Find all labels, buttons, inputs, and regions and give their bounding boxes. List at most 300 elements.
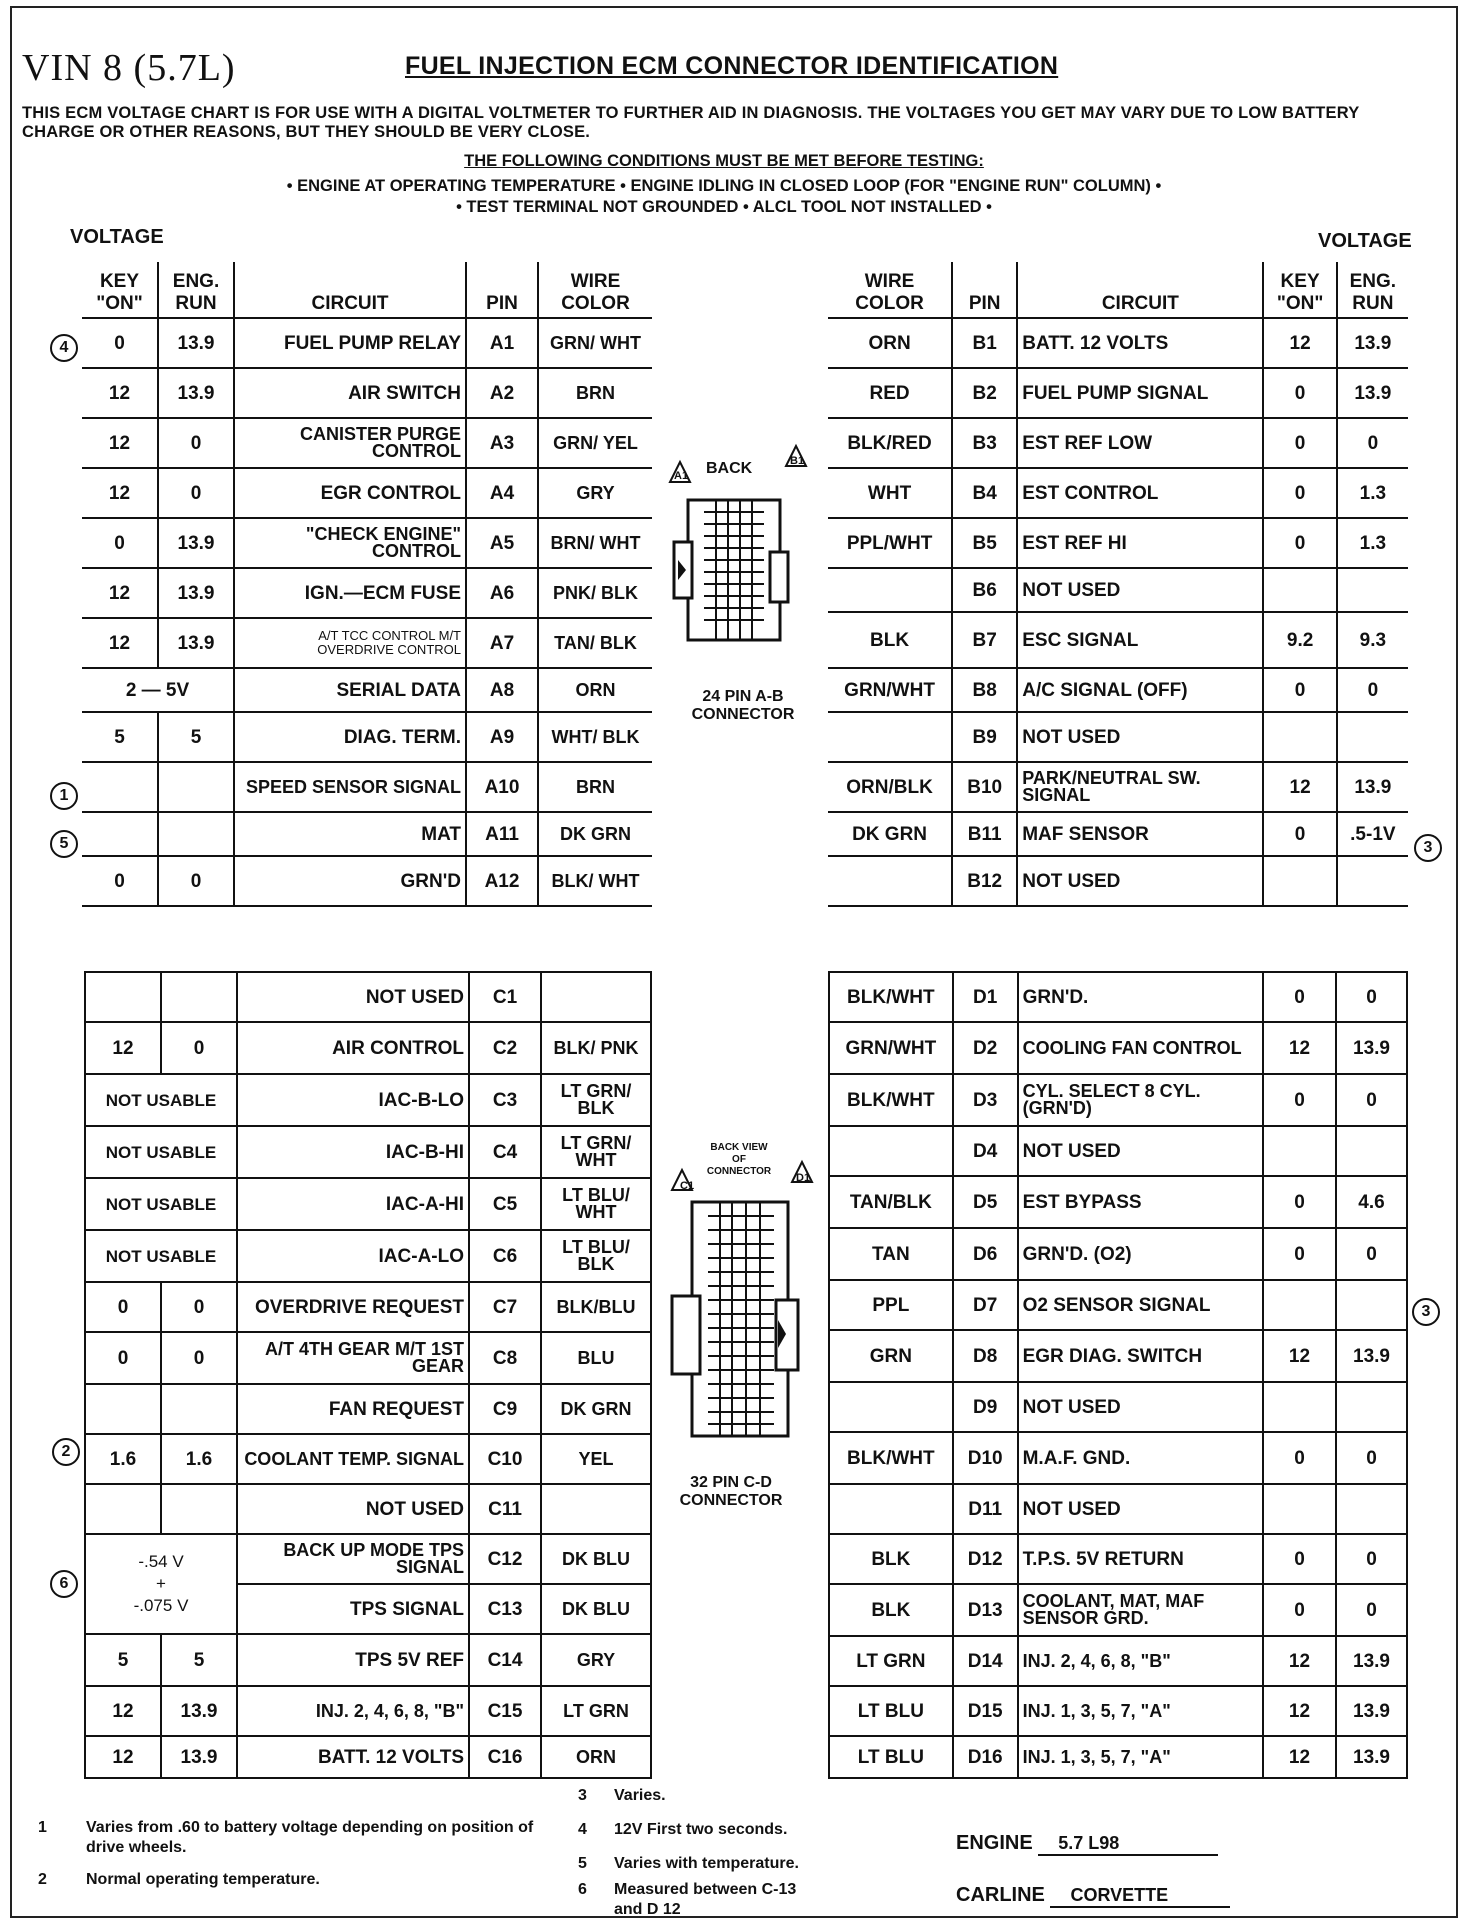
key-on-value: 0 (85, 1282, 161, 1332)
wire-color: BRN (538, 762, 652, 812)
wire-color: ORN (541, 1736, 651, 1778)
key-on-value: 12 (82, 568, 158, 618)
pin-id: C5 (469, 1178, 541, 1230)
wire-color: LT GRN/ BLK (541, 1074, 651, 1126)
key-on-value: 12 (82, 618, 158, 668)
wire-color: BLK/ WHT (538, 856, 652, 906)
table-row (85, 1736, 651, 1778)
wire-color: GRN/ YEL (538, 418, 652, 468)
col-key-on: KEY "ON" (82, 262, 158, 318)
table-row (829, 1686, 1407, 1736)
key-on-value (82, 812, 158, 856)
pin-id: A3 (466, 418, 538, 468)
footnote-1 (38, 1818, 558, 1862)
table-row (82, 518, 652, 568)
pin-id: D13 (953, 1584, 1018, 1636)
eng-run-value (158, 812, 234, 856)
key-on-value (1263, 1280, 1336, 1330)
key-on-value: 0 (82, 518, 158, 568)
circuit-name: A/T 4TH GEAR M/T 1ST GEAR (237, 1332, 469, 1384)
key-on-value: 12 (1263, 762, 1336, 812)
table-row (829, 1176, 1407, 1228)
callout-4: 4 (50, 334, 78, 362)
key-run-span: NOT USABLE (85, 1126, 237, 1178)
key-on-value (1263, 712, 1336, 762)
pin-id: C9 (469, 1384, 541, 1434)
wire-color: LT GRN (829, 1636, 953, 1686)
circuit-name: FAN REQUEST (237, 1384, 469, 1434)
wire-color: WHT (828, 468, 952, 518)
pin-id: D6 (953, 1228, 1018, 1280)
pin-id: D12 (953, 1534, 1018, 1584)
wire-color: PPL/WHT (828, 518, 952, 568)
wire-color: BLK/RED (828, 418, 952, 468)
carline-value: CORVETTE (1050, 1885, 1230, 1908)
wire-color (828, 856, 952, 906)
pin-id: B3 (952, 418, 1017, 468)
key-on-value (1263, 1484, 1336, 1534)
key-on-value: 9.2 (1263, 612, 1336, 668)
table-row (829, 1228, 1407, 1280)
key-on-value: 12 (1263, 1736, 1336, 1778)
pin-id: C3 (469, 1074, 541, 1126)
eng-run-value: 0 (161, 1282, 237, 1332)
wire-color (829, 1382, 953, 1432)
eng-run-value: 4.6 (1336, 1176, 1407, 1228)
wire-color: GRN (829, 1330, 953, 1382)
key-on-value: 12 (85, 1736, 161, 1778)
table-row (828, 712, 1408, 762)
wire-color: BRN (538, 368, 652, 418)
pin-id: B1 (952, 318, 1017, 368)
pin-id: C10 (469, 1434, 541, 1484)
pin-id: D8 (953, 1330, 1018, 1382)
pin-id: C8 (469, 1332, 541, 1384)
circuit-name: T.P.S. 5V RETURN (1018, 1534, 1263, 1584)
eng-run-value (161, 1384, 237, 1434)
connector-cd-drawing (668, 1150, 818, 1450)
pin-id: B12 (952, 856, 1017, 906)
footnote-text: Measured between C-13 and D 12 (614, 1881, 797, 1918)
wire-color: BLK/BLU (541, 1282, 651, 1332)
circuit-name: AIR SWITCH (234, 368, 466, 418)
wire-color: LT BLU/ BLK (541, 1230, 651, 1282)
footnote-number: 1 (38, 1819, 47, 1836)
circuit-name: BACK UP MODE TPS SIGNAL (237, 1534, 469, 1584)
eng-run-value: 0 (1336, 1432, 1407, 1484)
key-on-value (85, 1484, 161, 1534)
key-on-value: 0 (1263, 418, 1336, 468)
circuit-name: IGN.—ECM FUSE (234, 568, 466, 618)
circuit-name: NOT USED (1018, 1382, 1263, 1432)
table-row (82, 468, 652, 518)
connector-ab-pin-b1: B1 (790, 455, 805, 467)
callout-6: 6 (50, 1570, 78, 1598)
circuit-name: TPS 5V REF (237, 1634, 469, 1686)
circuit-name: EST CONTROL (1017, 468, 1263, 518)
wire-color: BLK/WHT (829, 1074, 953, 1126)
wire-color: GRN/ WHT (538, 318, 652, 368)
eng-run-value: 0 (1336, 1228, 1407, 1280)
table-row (828, 468, 1408, 518)
eng-run-value: 0 (161, 1332, 237, 1384)
eng-run-value (158, 762, 234, 812)
key-on-value (1263, 1126, 1336, 1176)
eng-run-value: 13.9 (161, 1736, 237, 1778)
key-on-value: 0 (1263, 812, 1336, 856)
key-on-value: 0 (1263, 1584, 1336, 1636)
eng-run-value (1336, 1382, 1407, 1432)
circuit-name: INJ. 2, 4, 6, 8, "B" (1018, 1636, 1263, 1686)
connector-a-table (82, 262, 652, 907)
wire-color: TAN/ BLK (538, 618, 652, 668)
col-circuit: CIRCUIT (1017, 262, 1263, 318)
wire-color: DK BLU (541, 1584, 651, 1634)
footnote-number: 4 (578, 1821, 587, 1838)
circuit-name: NOT USED (1018, 1126, 1263, 1176)
eng-run-value: 0 (1337, 418, 1408, 468)
pin-id: D1 (953, 972, 1018, 1022)
circuit-name: INJ. 2, 4, 6, 8, "B" (237, 1686, 469, 1736)
eng-run-value: 13.9 (158, 618, 234, 668)
footnote-number: 2 (38, 1871, 47, 1888)
eng-run-value (161, 972, 237, 1022)
circuit-name: NOT USED (1017, 568, 1263, 612)
pin-id: A1 (466, 318, 538, 368)
eng-run-value: 0 (1336, 1074, 1407, 1126)
circuit-name: CYL. SELECT 8 CYL. (GRN'D) (1018, 1074, 1263, 1126)
table-row (85, 1332, 651, 1384)
table-row (85, 1434, 651, 1484)
table-row (828, 668, 1408, 712)
table-row (829, 1126, 1407, 1176)
pin-id: C4 (469, 1126, 541, 1178)
key-on-value (1263, 568, 1336, 612)
eng-run-value (1336, 1126, 1407, 1176)
vin-label: VIN 8 (5.7L) (22, 47, 236, 89)
col-wire-color: WIRE COLOR (538, 262, 652, 318)
circuit-name: TPS SIGNAL (237, 1584, 469, 1634)
pin-id: B2 (952, 368, 1017, 418)
table-row (828, 368, 1408, 418)
table-row (829, 1382, 1407, 1432)
callout-3-b11: 3 (1414, 834, 1442, 862)
pin-id: C16 (469, 1736, 541, 1778)
footnote-text: Varies from .60 to battery voltage depending on position of drive wheels. (86, 1819, 534, 1856)
col-circuit: CIRCUIT (234, 262, 466, 318)
table-row (85, 1074, 651, 1126)
eng-run-value: 13.9 (161, 1686, 237, 1736)
eng-run-value: 13.9 (158, 318, 234, 368)
table-row (85, 1484, 651, 1534)
eng-run-value (1336, 1280, 1407, 1330)
carline-field (956, 1884, 1230, 1908)
wire-color: BLK/ PNK (541, 1022, 651, 1074)
table-row (82, 618, 652, 668)
circuit-name: GRN'D. (1018, 972, 1263, 1022)
pin-id: C12 (469, 1534, 541, 1584)
wire-color: GRN/WHT (829, 1022, 953, 1074)
eng-run-value: 1.6 (161, 1434, 237, 1484)
table-row (829, 1330, 1407, 1382)
wire-color: DK GRN (541, 1384, 651, 1434)
pin-id: C7 (469, 1282, 541, 1332)
circuit-name: IAC-A-LO (237, 1230, 469, 1282)
circuit-name: EST REF HI (1017, 518, 1263, 568)
key-on-value: 0 (85, 1332, 161, 1384)
voltage-range-line: -.075 V (133, 1596, 189, 1615)
eng-run-value: 0 (158, 418, 234, 468)
key-on-value: 0 (1263, 518, 1336, 568)
key-on-value (1263, 856, 1336, 906)
pin-id: D4 (953, 1126, 1018, 1176)
wire-color: WHT/ BLK (538, 712, 652, 762)
footnote-number: 5 (578, 1855, 587, 1872)
table-row (829, 1484, 1407, 1534)
wire-color (829, 1484, 953, 1534)
col-eng-run: ENG. RUN (1337, 262, 1408, 318)
engine-value: 5.7 L98 (1038, 1833, 1218, 1856)
pin-id: D15 (953, 1686, 1018, 1736)
circuit-name: COOLING FAN CONTROL (1018, 1022, 1263, 1074)
table-row (82, 856, 652, 906)
eng-run-value: 13.9 (1336, 1636, 1407, 1686)
callout-2: 2 (52, 1438, 80, 1466)
pin-id: D5 (953, 1176, 1018, 1228)
table-row (829, 972, 1407, 1022)
conditions-line-1: • ENGINE AT OPERATING TEMPERATURE • ENGINE IDLING IN CLOSED LOOP (FOR "ENGINE RUN" COLUMN) • (286, 177, 1162, 195)
wire-color: BLK (829, 1584, 953, 1636)
eng-run-value: 1.3 (1337, 518, 1408, 568)
key-on-value: 5 (85, 1634, 161, 1686)
table-row (85, 1282, 651, 1332)
key-on-value: 0 (1263, 368, 1336, 418)
wire-color: BRN/ WHT (538, 518, 652, 568)
table-row (85, 1384, 651, 1434)
eng-run-value (1336, 1484, 1407, 1534)
table-row (82, 318, 652, 368)
connector-cd-pin-d1: D1 (796, 1172, 811, 1184)
eng-run-value: 13.9 (1337, 368, 1408, 418)
key-on-value: 12 (85, 1022, 161, 1074)
table-row (85, 1022, 651, 1074)
conditions-line-2: • TEST TERMINAL NOT GROUNDED • ALCL TOOL NOT INSTALLED • (456, 198, 992, 216)
circuit-name: NOT USED (1017, 712, 1263, 762)
voltage-label-right: VOLTAGE (1318, 230, 1412, 252)
table-row (85, 972, 651, 1022)
wire-color: DK GRN (828, 812, 952, 856)
table-row (828, 812, 1408, 856)
table-row (82, 368, 652, 418)
wire-color: GRY (541, 1634, 651, 1686)
eng-run-value: 13.9 (158, 518, 234, 568)
wire-color: YEL (541, 1434, 651, 1484)
key-run-span: NOT USABLE (85, 1074, 237, 1126)
col-eng-run: ENG. RUN (158, 262, 234, 318)
connector-ab-pin-a1: A1 (674, 470, 689, 482)
circuit-name: CANISTER PURGE CONTROL (234, 418, 466, 468)
table-row (828, 856, 1408, 906)
key-on-value: 0 (1263, 1534, 1336, 1584)
table-row (82, 712, 652, 762)
wire-color: BLU (541, 1332, 651, 1384)
key-run-range (85, 1534, 237, 1634)
pin-id: A9 (466, 712, 538, 762)
footnote-text: 12V First two seconds. (614, 1821, 788, 1838)
col-pin: PIN (466, 262, 538, 318)
pin-id: C14 (469, 1634, 541, 1686)
pin-id: A5 (466, 518, 538, 568)
table-row (82, 668, 652, 712)
circuit-name: NOT USED (1017, 856, 1263, 906)
eng-run-value: 0 (1337, 668, 1408, 712)
connector-ab-label: 24 PIN A-B CONNECTOR (691, 688, 795, 723)
table-row (82, 762, 652, 812)
wire-color (829, 1126, 953, 1176)
intro-text: THIS ECM VOLTAGE CHART IS FOR USE WITH A DIGITAL VOLTMETER TO FURTHER AID IN DIAGNOSIS. THE VOLTAGES YOU GET MAY VARY DUE TO LOW BATTERY CHARGE OR OTHER REASONS, BUT THEY SHOULD BE VERY CLOSE. (22, 104, 1360, 141)
wire-color (828, 712, 952, 762)
table-row (829, 1432, 1407, 1484)
key-on-value: 12 (1263, 318, 1336, 368)
eng-run-value: 5 (161, 1634, 237, 1686)
callout-3-d7: 3 (1412, 1298, 1440, 1326)
pin-id: A4 (466, 468, 538, 518)
circuit-name: M.A.F. GND. (1018, 1432, 1263, 1484)
key-on-value: 0 (1263, 668, 1336, 712)
table-row (828, 318, 1408, 368)
footnote-4 (578, 1820, 938, 1842)
circuit-name: ESC SIGNAL (1017, 612, 1263, 668)
pin-id: A12 (466, 856, 538, 906)
footnote-number: 6 (578, 1881, 587, 1898)
circuit-name: EGR CONTROL (234, 468, 466, 518)
eng-run-value (1337, 568, 1408, 612)
wire-color: GRY (538, 468, 652, 518)
table-row (82, 812, 652, 856)
pin-id: D3 (953, 1074, 1018, 1126)
circuit-name: SERIAL DATA (234, 668, 466, 712)
eng-run-value: 13.9 (1337, 762, 1408, 812)
connector-b-table (828, 262, 1408, 907)
pin-id: C11 (469, 1484, 541, 1534)
footnote-6 (578, 1880, 808, 1924)
eng-run-value: 13.9 (1336, 1330, 1407, 1382)
pin-id: B8 (952, 668, 1017, 712)
eng-run-value: .5-1V (1337, 812, 1408, 856)
pin-id: B5 (952, 518, 1017, 568)
wire-color: PNK/ BLK (538, 568, 652, 618)
pin-id: D11 (953, 1484, 1018, 1534)
table-row (828, 762, 1408, 812)
carline-label: CARLINE (956, 1884, 1045, 1906)
pin-id: B4 (952, 468, 1017, 518)
connector-d-table (828, 971, 1408, 1779)
eng-run-value: 13.9 (1336, 1736, 1407, 1778)
wire-color: TAN (829, 1228, 953, 1280)
circuit-name: MAT (234, 812, 466, 856)
eng-run-value: 0 (161, 1022, 237, 1074)
conditions-heading: THE FOLLOWING CONDITIONS MUST BE MET BEFORE TESTING: (464, 152, 984, 170)
key-on-value: 12 (82, 468, 158, 518)
voltage-range-line: + (156, 1574, 166, 1593)
pin-id: C6 (469, 1230, 541, 1282)
pin-id: D2 (953, 1022, 1018, 1074)
circuit-name: EST BYPASS (1018, 1176, 1263, 1228)
pin-id: A2 (466, 368, 538, 418)
pin-id: A8 (466, 668, 538, 712)
wire-color: RED (828, 368, 952, 418)
pin-id: B10 (952, 762, 1017, 812)
eng-run-value: 0 (1336, 972, 1407, 1022)
footnote-number: 3 (578, 1787, 587, 1804)
connector-c-table (84, 971, 652, 1779)
table-row (829, 1022, 1407, 1074)
connector-cd-pin-c1: C1 (680, 1180, 695, 1192)
key-run-span: NOT USABLE (85, 1230, 237, 1282)
circuit-name: A/T TCC CONTROL M/T OVERDRIVE CONTROL (234, 618, 466, 668)
key-on-value: 12 (1263, 1636, 1336, 1686)
wire-color: BLK (828, 612, 952, 668)
circuit-name: O2 SENSOR SIGNAL (1018, 1280, 1263, 1330)
eng-run-value: 0 (158, 856, 234, 906)
eng-run-value: 0 (1336, 1534, 1407, 1584)
wire-color: LT BLU/ WHT (541, 1178, 651, 1230)
col-wire-color: WIRE COLOR (828, 262, 952, 318)
table-row (82, 418, 652, 468)
pin-id: B11 (952, 812, 1017, 856)
eng-run-value (1337, 712, 1408, 762)
key-on-value (85, 1384, 161, 1434)
wire-color: ORN/BLK (828, 762, 952, 812)
pin-id: A7 (466, 618, 538, 668)
wire-color (541, 1484, 651, 1534)
connector-ab-back-label: BACK (706, 460, 753, 477)
circuit-name: FUEL PUMP RELAY (234, 318, 466, 368)
wire-color: DK BLU (541, 1534, 651, 1584)
wire-color: BLK/WHT (829, 1432, 953, 1484)
key-on-value: 0 (82, 856, 158, 906)
pin-id: D9 (953, 1382, 1018, 1432)
eng-run-value: 13.9 (1337, 318, 1408, 368)
table-row (829, 1736, 1407, 1778)
table-row (829, 1584, 1407, 1636)
connector-cd-diagram (668, 1150, 818, 1480)
footnote-5 (578, 1854, 938, 1876)
key-on-value: 0 (1263, 1176, 1336, 1228)
col-key-on: KEY "ON" (1263, 262, 1336, 318)
key-on-value: 0 (1263, 1228, 1336, 1280)
eng-run-value: 9.3 (1337, 612, 1408, 668)
table-row (829, 1636, 1407, 1686)
circuit-name: MAF SENSOR (1017, 812, 1263, 856)
key-run-span: NOT USABLE (85, 1178, 237, 1230)
table-row (829, 1280, 1407, 1330)
eng-run-value: 5 (158, 712, 234, 762)
pin-id: B9 (952, 712, 1017, 762)
pin-id: A11 (466, 812, 538, 856)
table-row (828, 518, 1408, 568)
table-row (85, 1230, 651, 1282)
table-row (85, 1634, 651, 1686)
col-pin: PIN (952, 262, 1017, 318)
key-on-value: 0 (1263, 1432, 1336, 1484)
pin-id: C1 (469, 972, 541, 1022)
pin-id: D16 (953, 1736, 1018, 1778)
key-on-value (1263, 1382, 1336, 1432)
circuit-name: BATT. 12 VOLTS (1017, 318, 1263, 368)
wire-color: BLK/WHT (829, 972, 953, 1022)
engine-field (956, 1832, 1218, 1856)
